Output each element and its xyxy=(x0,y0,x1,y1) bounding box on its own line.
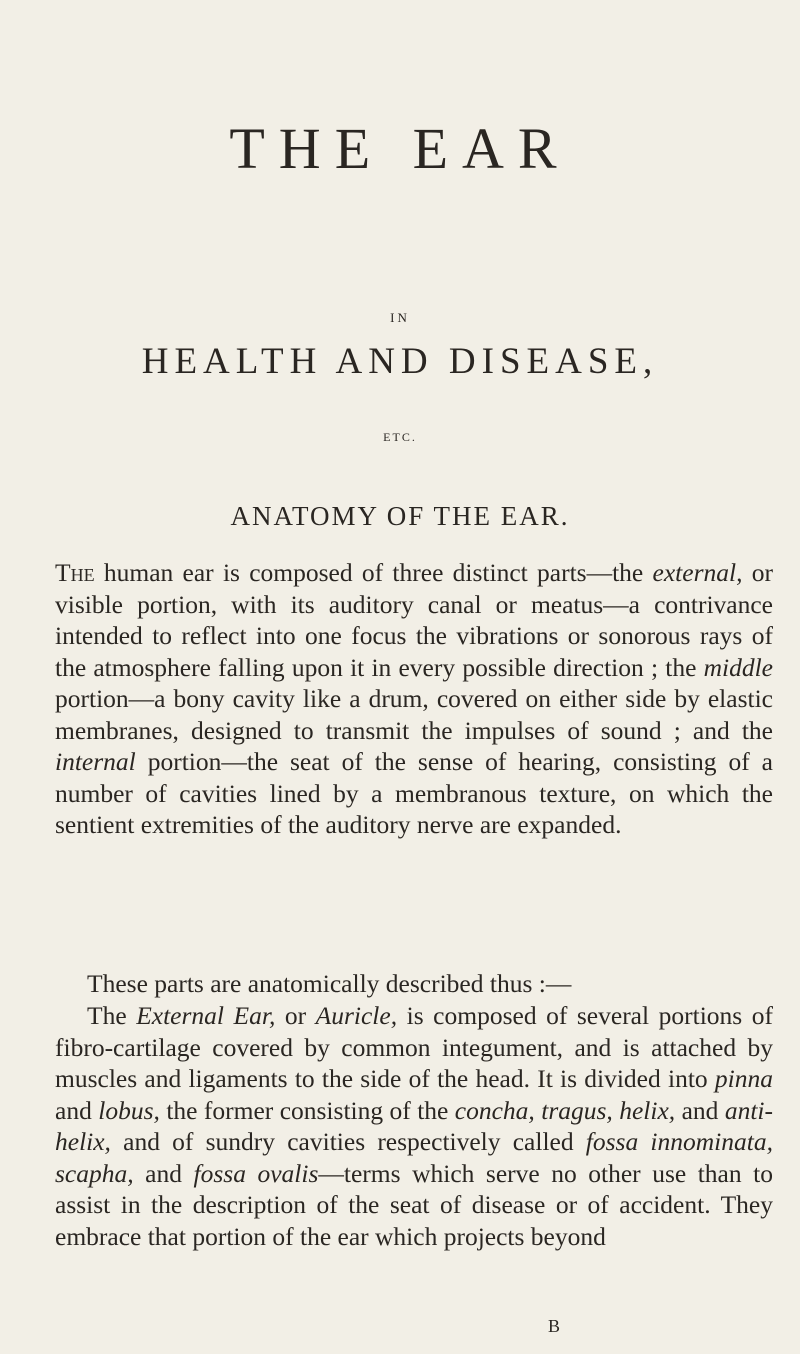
term-middle: middle xyxy=(703,652,773,682)
text-run: and xyxy=(55,1095,99,1125)
text-run: —terms which serve no other use than to assist in the description of the seat of disease or of accident. They embrace that portion of the ear which projects beyond xyxy=(55,1158,773,1251)
book-subtitle: HEALTH AND DISEASE, xyxy=(141,341,659,382)
term-pinna: pinna xyxy=(714,1064,773,1093)
signature-mark: B xyxy=(548,1316,561,1336)
text-run: portion—a bony cavity like a drum, covered on either side by elastic membranes, designed to transmit the impulses of sound ; and the xyxy=(55,684,773,745)
text-run: The xyxy=(87,1001,137,1030)
lead-word: The xyxy=(55,558,95,587)
term-auricle: Auricle, xyxy=(315,1001,398,1030)
term-fossa-ovalis: fossa ovalis xyxy=(193,1158,319,1188)
book-title: THE EAR xyxy=(229,116,571,181)
term-external: external, xyxy=(652,558,743,587)
text-run: the former consisting of the xyxy=(159,1095,455,1125)
paragraph-transition: These parts are anatomically described thus :— xyxy=(87,969,572,998)
text-run: is composed of several portions of fibro-cartilage covered by common integument, and is attached by muscles and ligaments to the side of the head. It is divided into xyxy=(55,1001,773,1093)
title-connector: IN xyxy=(390,310,410,325)
term-antihelix: anti-helix, xyxy=(55,1095,773,1156)
section-heading: ANATOMY OF THE EAR. xyxy=(230,501,570,531)
text-run: portion—the seat of the sense of hearing, consisting of a number of cavities lined by a membranous texture, on which the sentient extremities of the auditory nerve are expanded. xyxy=(55,747,773,839)
term-fossae: fossa innominata, scapha, xyxy=(55,1127,773,1188)
text-run: and xyxy=(133,1158,194,1188)
term-lobus: lobus, xyxy=(98,1095,160,1125)
paragraph-intro xyxy=(55,557,773,841)
term-internal: internal xyxy=(55,747,136,776)
term-parts: concha, tragus, helix, xyxy=(454,1095,676,1125)
text-run: or visible portion, with its auditory canal or meatus—a contrivance intended to reflect into one focus the vibrations or sonorous rays of the atmosphere falling upon it in every possible direction ; the xyxy=(55,558,773,682)
paragraph-external-ear xyxy=(55,1000,773,1252)
text-run: and xyxy=(675,1095,725,1125)
text-run: and of sundry cavities respectively called xyxy=(110,1127,586,1156)
title-etc: ETC. xyxy=(383,430,417,444)
term-external-ear: External Ear, xyxy=(136,1001,276,1030)
text-run: human ear is composed of three distinct parts—the xyxy=(94,558,653,587)
text-run: or xyxy=(275,1001,316,1030)
